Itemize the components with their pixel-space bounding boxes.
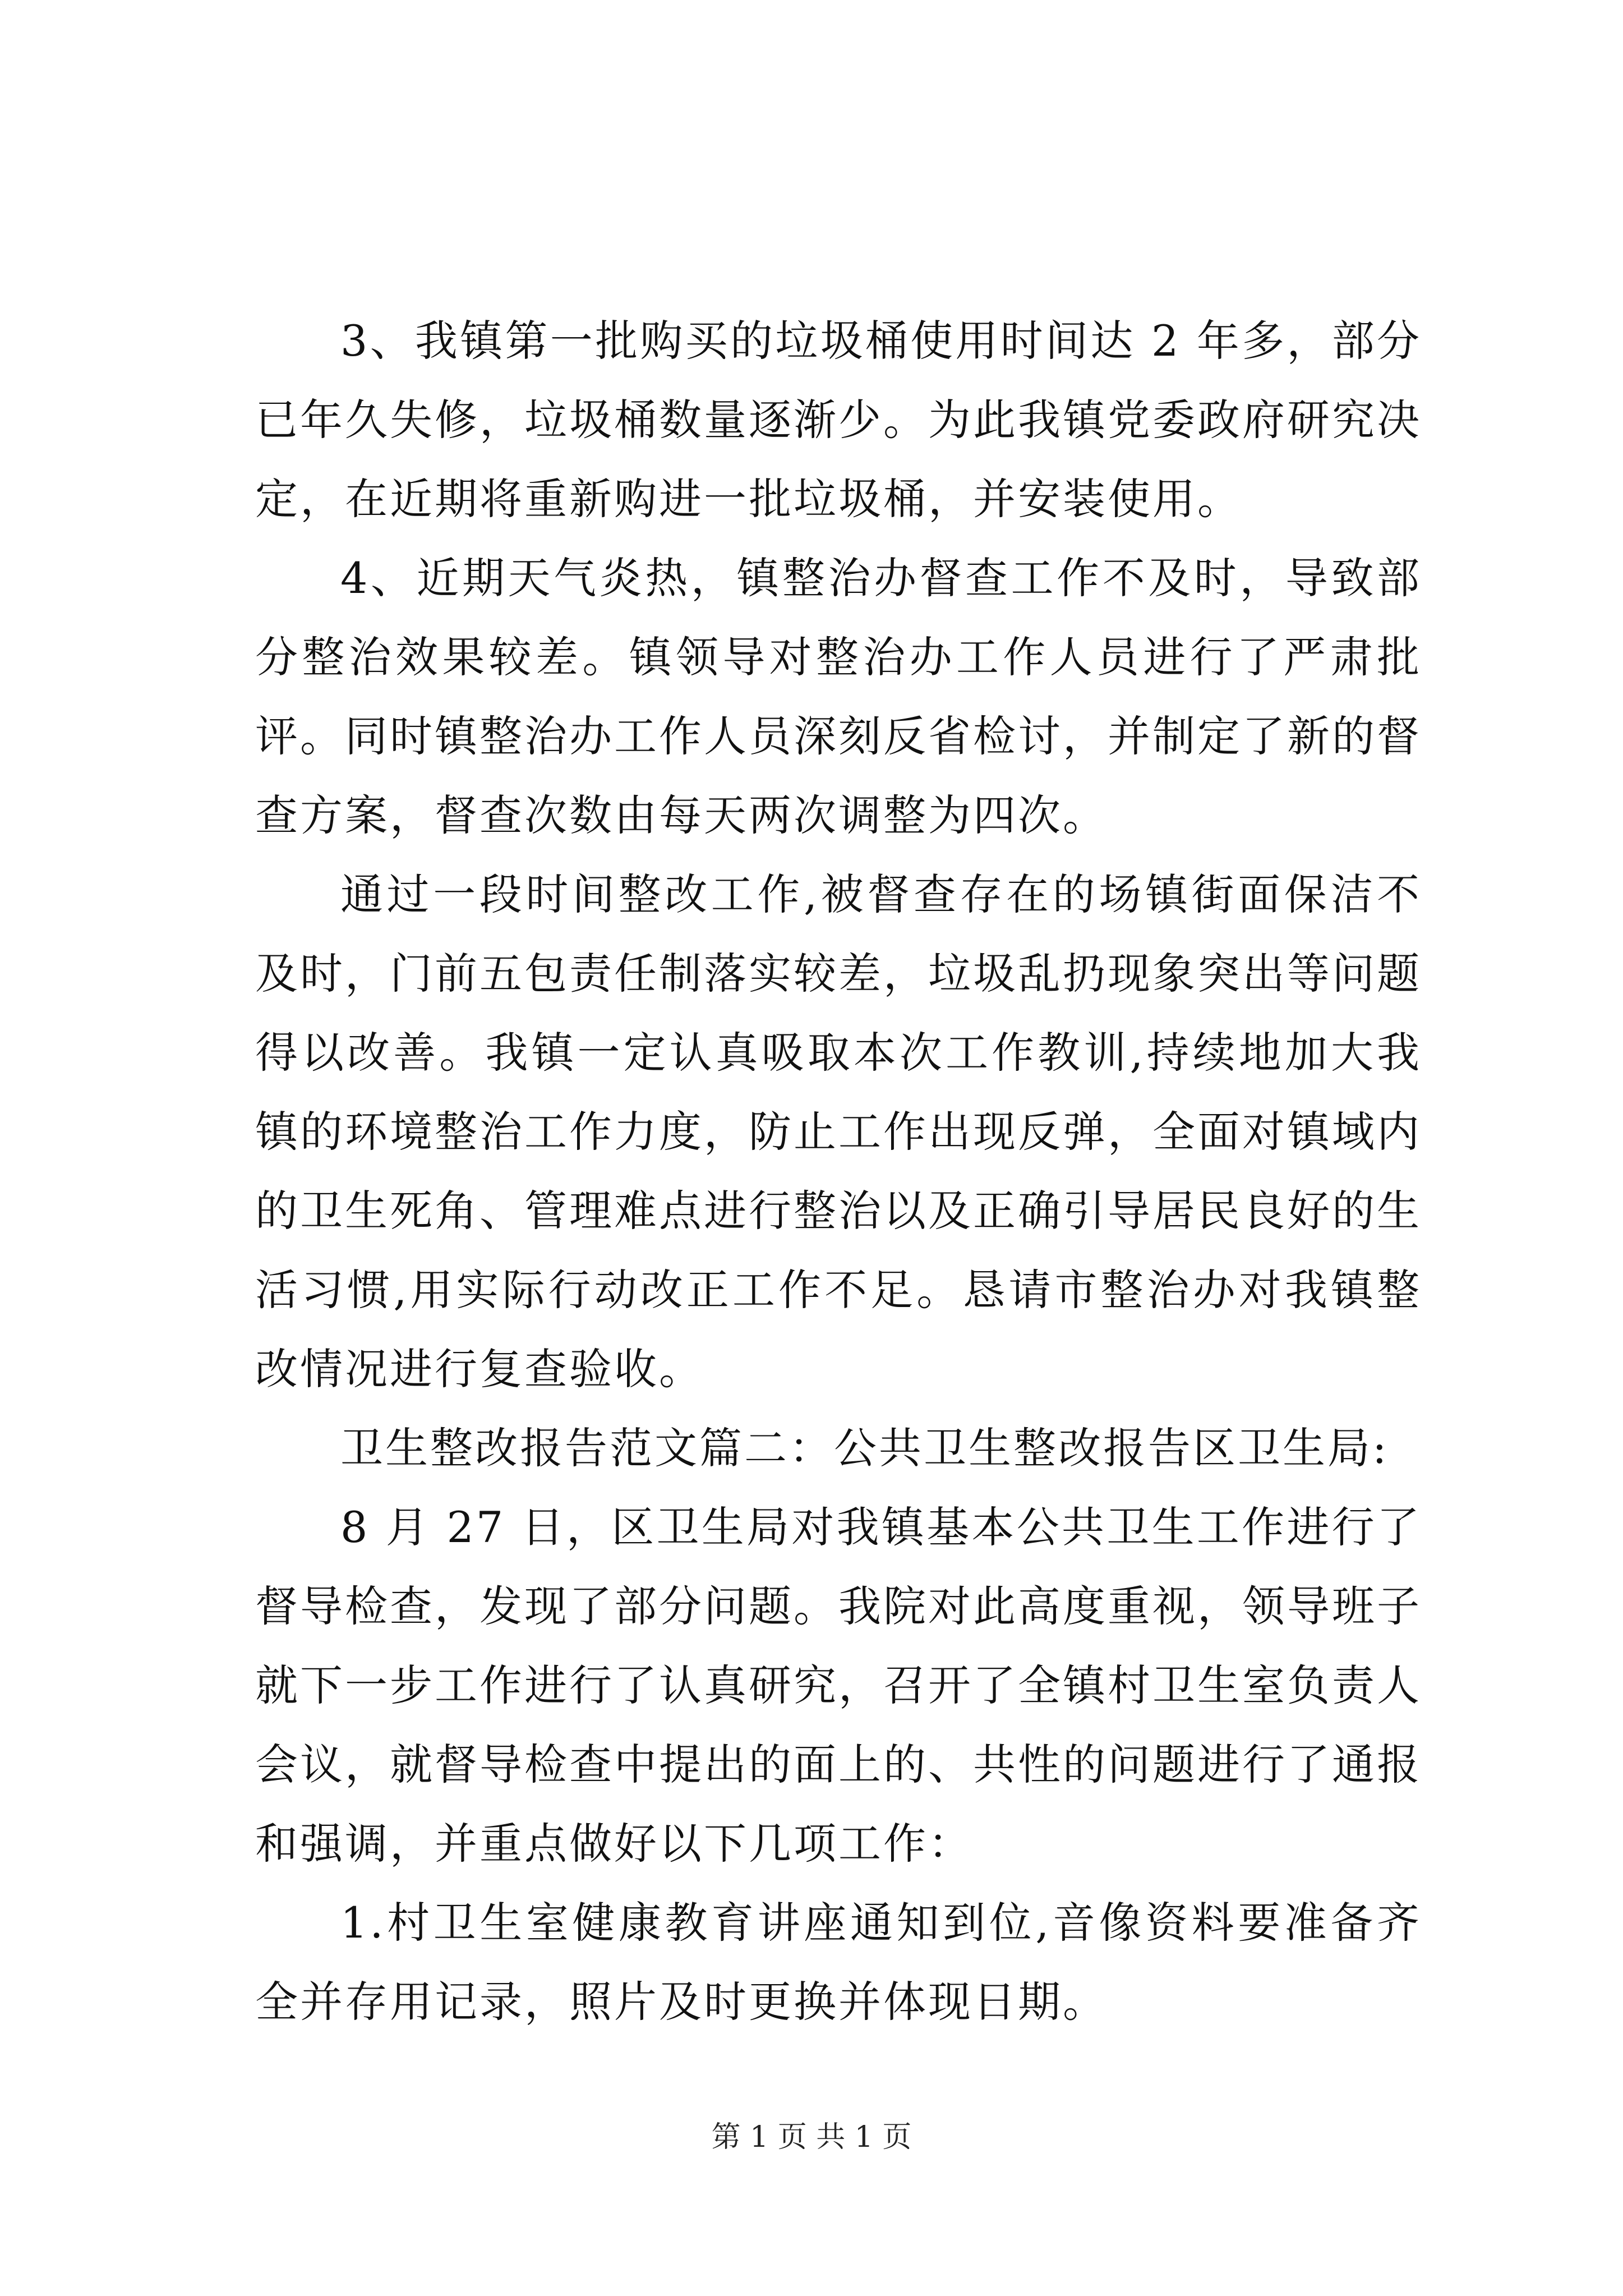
paragraph-item-4: 4、近期天气炎热，镇整治办督查工作不及时，导致部分整治效果较差。镇领导对整治办工作人员进行了严肃批评。同时镇整治办工作人员深刻反省检讨，并制定了新的督查方案，督查次数由每天两次调整为四次。 bbox=[255, 553, 1422, 840]
document-body bbox=[255, 301, 1422, 2041]
paragraph-inspection: 8 月 27 日，区卫生局对我镇基本公共卫生工作进行了督导检查，发现了部分问题。我院对此高度重视，领导班子就下一步工作进行了认真研究，召开了全镇村卫生室负责人会议，就督导检查中提出的面上的、共性的问题进行了通报和强调，并重点做好以下几项工作： bbox=[255, 1502, 1422, 1869]
paragraph-summary: 通过一段时间整改工作,被督查存在的场镇街面保洁不及时，门前五包责任制落实较差，垃圾乱扔现象突出等问题得以改善。我镇一定认真吸取本次工作教训,持续地加大我镇的环境整治工作力度，防止工作出现反弹，全面对镇域内的卫生死角、管理难点进行整治以及正确引导居民良好的生活习惯,用实际行动改正工作不足。恳请市整治办对我镇整改情况进行复查验收。 bbox=[255, 869, 1422, 1394]
paragraph-item-3: 3、我镇第一批购买的垃圾桶使用时间达 2 年多，部分已年久失修，垃圾桶数量逐渐少。为此我镇党委政府研究决定，在近期将重新购进一批垃圾桶，并安装使用。 bbox=[255, 316, 1422, 524]
paragraph-item-1: 1.村卫生室健康教育讲座通知到位,音像资料要准备齐全并存用记录，照片及时更换并体现日期。 bbox=[255, 1898, 1422, 2027]
page-number-footer: 第 1 页 共 1 页 bbox=[711, 2120, 912, 2154]
section-heading: 卫生整改报告范文篇二：公共卫生整改报告区卫生局: bbox=[340, 1423, 1389, 1473]
